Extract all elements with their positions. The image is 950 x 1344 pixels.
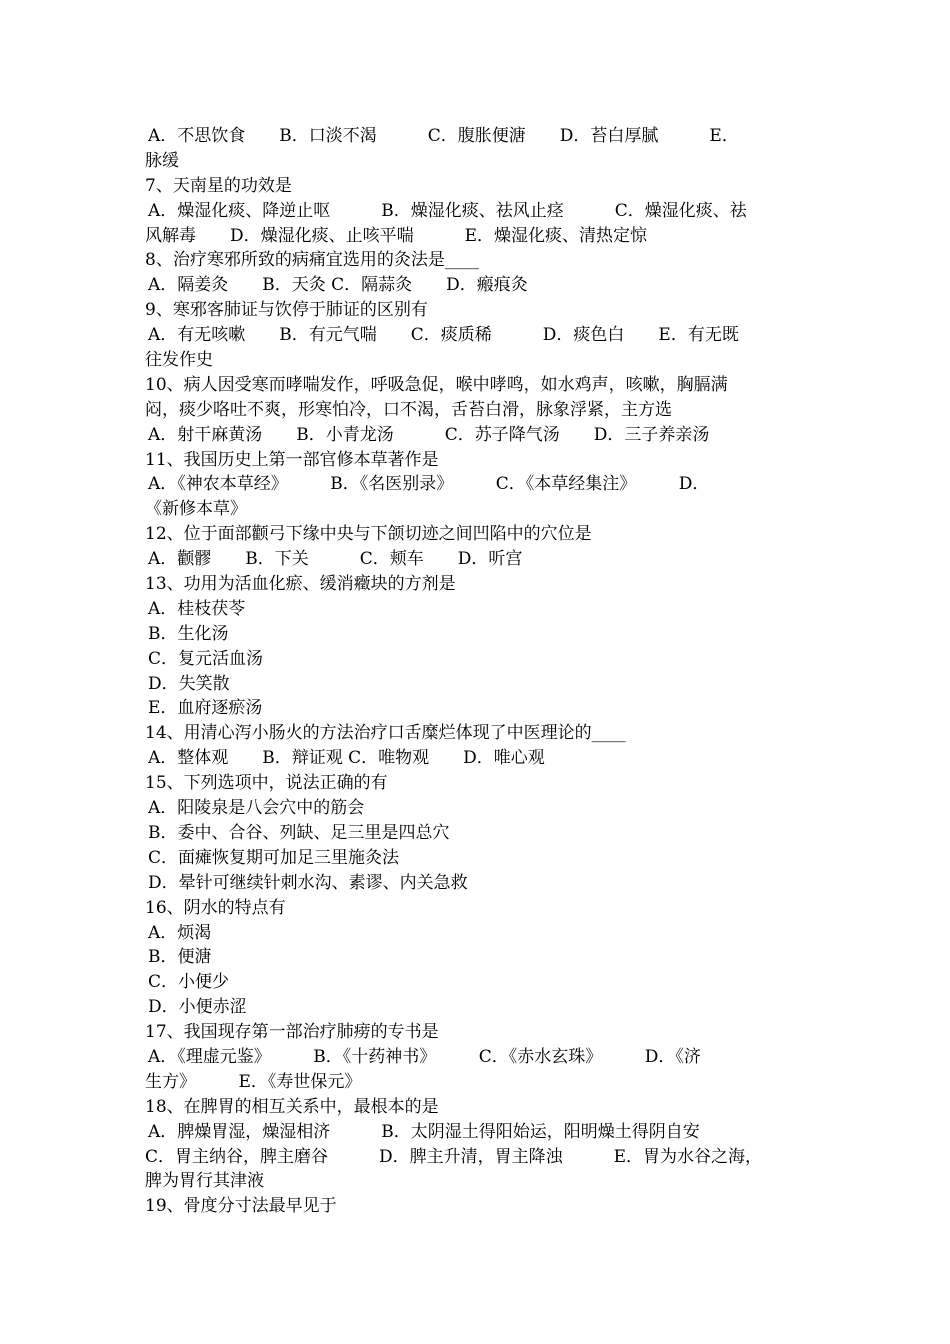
question-stem: 19、骨度分寸法最早见于 <box>145 1196 337 1217</box>
question-stem: 12、位于面部颧弓下缘中央与下颌切迹之间凹陷中的穴位是 <box>145 524 592 545</box>
question-stem: 15、下列选项中，说法正确的有 <box>145 773 388 794</box>
answer-options: C．复元活血汤 <box>148 648 264 669</box>
text-line: 生方》 E．《寿世保元》 <box>145 1071 362 1092</box>
text-line: 脉缓 <box>145 150 179 171</box>
answer-options: C．面瘫恢复期可加足三里施灸法 <box>148 847 400 868</box>
answer-options: A．阳陵泉是八会穴中的筋会 <box>148 798 365 819</box>
answer-options: A．《神农本草经》 B．《名医别录》 C．《本草经集注》 D． <box>148 474 710 495</box>
answer-options: A．脾燥胃湿，燥湿相济 B．太阴湿土得阳始运，阳明燥土得阴自安 <box>148 1121 700 1142</box>
answer-options: A．燥湿化痰、降逆止呕 B．燥湿化痰、祛风止痉 C．燥湿化痰、祛 <box>148 200 747 221</box>
answer-options: D．小便赤涩 <box>148 997 247 1018</box>
question-stem: 11、我国历史上第一部官修本草著作是 <box>145 449 439 470</box>
question-stem: 7、天南星的功效是 <box>145 175 292 196</box>
question-stem: 8、治疗寒邪所致的病痛宜选用的灸法是____ <box>145 250 479 271</box>
text-line: C．胃主纳谷，脾主磨谷 D．脾主升清，胃主降浊 E．胃为水谷之海， <box>145 1146 763 1167</box>
exam-question-body <box>145 124 825 1219</box>
answer-options: A．射干麻黄汤 B．小青龙汤 C．苏子降气汤 D．三子养亲汤 <box>148 424 710 445</box>
answer-options: A．颧髎 B．下关 C．颊车 D．听宫 <box>148 549 523 570</box>
answer-options: A．有无咳嗽 B．有元气喘 C．痰质稀 D．痰色白 E．有无既 <box>148 325 739 346</box>
answer-options: B．便溏 <box>148 947 212 968</box>
answer-options: B．生化汤 <box>148 623 229 644</box>
answer-options: E．血府逐瘀汤 <box>148 698 263 719</box>
answer-options: A．整体观 B．辩证观 C．唯物观 D．唯心观 <box>148 748 545 769</box>
text-line: 往发作史 <box>145 350 213 371</box>
text-line: 闷，痰少咯吐不爽，形寒怕冷，口不渴，舌苔白滑，脉象浮紧，主方选 <box>145 399 672 420</box>
answer-options: B．委中、合谷、列缺、足三里是四总穴 <box>148 822 450 843</box>
text-line: 脾为胃行其津液 <box>145 1171 264 1192</box>
answer-options: A．隔姜灸 B．天灸 C．隔蒜灸 D．瘢痕灸 <box>148 275 528 296</box>
question-stem: 18、在脾胃的相互关系中，最根本的是 <box>145 1096 439 1117</box>
question-stem: 13、功用为活血化瘀、缓消癥块的方剂是 <box>145 574 456 595</box>
question-stem: 17、我国现存第一部治疗肺痨的专书是 <box>145 1022 439 1043</box>
text-line: 风解毒 D．燥湿化痰、止咳平喘 E．燥湿化痰、清热定惊 <box>145 225 648 246</box>
answer-options: A．《理虚元鉴》 B．《十药神书》 C．《赤水玄珠》 D．《济 <box>148 1046 701 1067</box>
answer-options: A．烦渴 <box>148 922 212 943</box>
text-line: 《新修本草》 <box>145 499 247 520</box>
question-stem: 10、病人因受寒而哮喘发作，呼吸急促，喉中哮鸣，如水鸡声，咳嗽，胸膈满 <box>145 374 728 395</box>
question-stem: 14、用清心泻小肠火的方法治疗口舌糜烂体现了中医理论的____ <box>145 723 626 744</box>
answer-options: C．小便少 <box>148 972 230 993</box>
question-stem: 16、阴水的特点有 <box>145 897 286 918</box>
answer-options: A．桂枝茯苓 <box>148 598 246 619</box>
question-stem: 9、寒邪客肺证与饮停于肺证的区别有 <box>145 300 428 321</box>
answer-options: A．不思饮食 B．口淡不渴 C．腹胀便溏 D．苔白厚腻 E． <box>148 126 739 146</box>
answer-options: D．失笑散 <box>148 673 230 694</box>
answer-options: D．晕针可继续针刺水沟、素谬、内关急救 <box>148 872 468 893</box>
